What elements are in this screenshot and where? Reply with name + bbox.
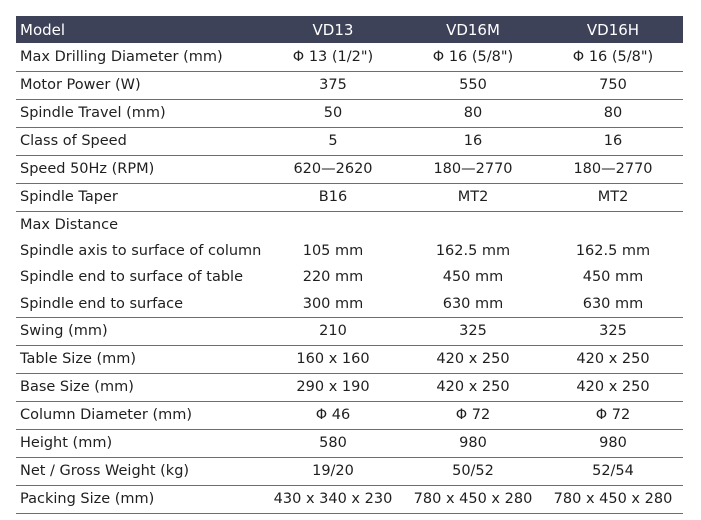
cell-vd16m: 180—2770: [403, 155, 543, 183]
header-cell-vd16h: VD16H: [586, 20, 640, 39]
table-row: [16, 345, 683, 373]
cell-vd16m: [403, 211, 543, 238]
table-row: [16, 291, 683, 318]
table-row: [16, 127, 683, 155]
cell-vd16m: 80: [403, 99, 543, 127]
cell-vd16m: Φ 16 (5/8"): [403, 43, 543, 71]
cell-vd13: 5: [263, 127, 403, 155]
cell-vd16m: 980: [403, 429, 543, 457]
cell-vd16h: 780 x 450 x 280: [543, 485, 683, 513]
cell-vd13: 50: [263, 99, 403, 127]
cell-vd13: 220 mm: [302, 269, 364, 286]
cell-vd13: 580: [263, 429, 403, 457]
row-label: Base Size (mm): [16, 373, 263, 401]
cell-vd13: Φ 46: [263, 401, 403, 429]
cell-vd16h: 80: [543, 99, 683, 127]
table-row: [16, 317, 683, 345]
cell-vd13: 19/20: [263, 457, 403, 485]
cell-vd16h: 16: [543, 127, 683, 155]
header-cell-model: Model: [20, 20, 66, 39]
cell-vd13: 300 mm: [263, 291, 403, 318]
cell-vd16m: 450 mm: [442, 269, 504, 286]
cell-vd16m: 420 x 250: [403, 345, 543, 373]
header-cell-vd16m: VD16M: [446, 20, 500, 39]
cell-vd16m: 550: [403, 71, 543, 99]
cell-vd13: B16: [263, 183, 403, 211]
cell-vd13: 375: [263, 71, 403, 99]
row-label: Spindle end to surface of table: [20, 269, 243, 286]
cell-vd16h: 980: [543, 429, 683, 457]
table-row: [16, 264, 683, 291]
cell-vd16m: 16: [403, 127, 543, 155]
cell-vd13: 210: [263, 317, 403, 345]
cell-vd16h: 162.5 mm: [575, 242, 651, 259]
row-label: Max Distance: [20, 216, 118, 233]
cell-vd13: 620—2620: [263, 155, 403, 183]
table-row: [16, 99, 683, 127]
cell-vd16h: 420 x 250: [543, 373, 683, 401]
cell-vd16m: 325: [403, 317, 543, 345]
table-row: [16, 485, 683, 513]
row-label: Spindle Taper: [16, 183, 263, 211]
cell-vd16h: 180—2770: [543, 155, 683, 183]
row-label: Speed 50Hz (RPM): [16, 155, 263, 183]
row-label: Class of Speed: [16, 127, 263, 155]
cell-vd16h: 750: [543, 71, 683, 99]
table-row: [16, 238, 683, 265]
row-label: Table Size (mm): [16, 345, 263, 373]
header-cell-vd13: VD13: [312, 20, 354, 39]
cell-vd16m: Φ 72: [403, 401, 543, 429]
row-label: Height (mm): [16, 429, 263, 457]
cell-vd16m: 420 x 250: [403, 373, 543, 401]
table-row: [16, 373, 683, 401]
row-label: Column Diameter (mm): [16, 401, 263, 429]
cell-vd16m: 50/52: [403, 457, 543, 485]
header-row: [16, 16, 683, 43]
cell-vd16h: MT2: [543, 183, 683, 211]
cell-vd16h: 450 mm: [582, 269, 644, 286]
cell-vd16m: 162.5 mm: [435, 242, 511, 259]
table-row: [16, 401, 683, 429]
row-label: Swing (mm): [16, 317, 263, 345]
row-label: Packing Size (mm): [16, 485, 263, 513]
cell-vd16h: 420 x 250: [543, 345, 683, 373]
cell-vd16h: [543, 211, 683, 238]
spec-table: [16, 16, 683, 514]
table-row: [16, 43, 683, 71]
row-label: Motor Power (W): [16, 71, 263, 99]
cell-vd13: 290 x 190: [263, 373, 403, 401]
row-label: Spindle end to surface: [16, 291, 263, 318]
row-label: Max Drilling Diameter (mm): [16, 43, 263, 71]
cell-vd16h: Φ 72: [543, 401, 683, 429]
cell-vd16m: 780 x 450 x 280: [403, 485, 543, 513]
cell-vd13: 160 x 160: [263, 345, 403, 373]
cell-vd13: 430 x 340 x 230: [263, 485, 403, 513]
cell-vd13: [263, 211, 403, 238]
cell-vd16h: 52/54: [543, 457, 683, 485]
table-row: [16, 71, 683, 99]
table-row: [16, 211, 683, 238]
table-row: [16, 457, 683, 485]
table-row: [16, 155, 683, 183]
cell-vd16h: Φ 16 (5/8"): [543, 43, 683, 71]
cell-vd16h: 630 mm: [543, 291, 683, 318]
cell-vd16h: 325: [543, 317, 683, 345]
row-label: Net / Gross Weight (kg): [16, 457, 263, 485]
table-row: [16, 429, 683, 457]
cell-vd13: Φ 13 (1/2"): [263, 43, 403, 71]
cell-vd13: 105 mm: [302, 242, 364, 259]
cell-vd16m: 630 mm: [403, 291, 543, 318]
row-label: Spindle Travel (mm): [16, 99, 263, 127]
table-row: [16, 183, 683, 211]
cell-vd16m: MT2: [403, 183, 543, 211]
row-label: Spindle axis to surface of column: [20, 242, 262, 259]
